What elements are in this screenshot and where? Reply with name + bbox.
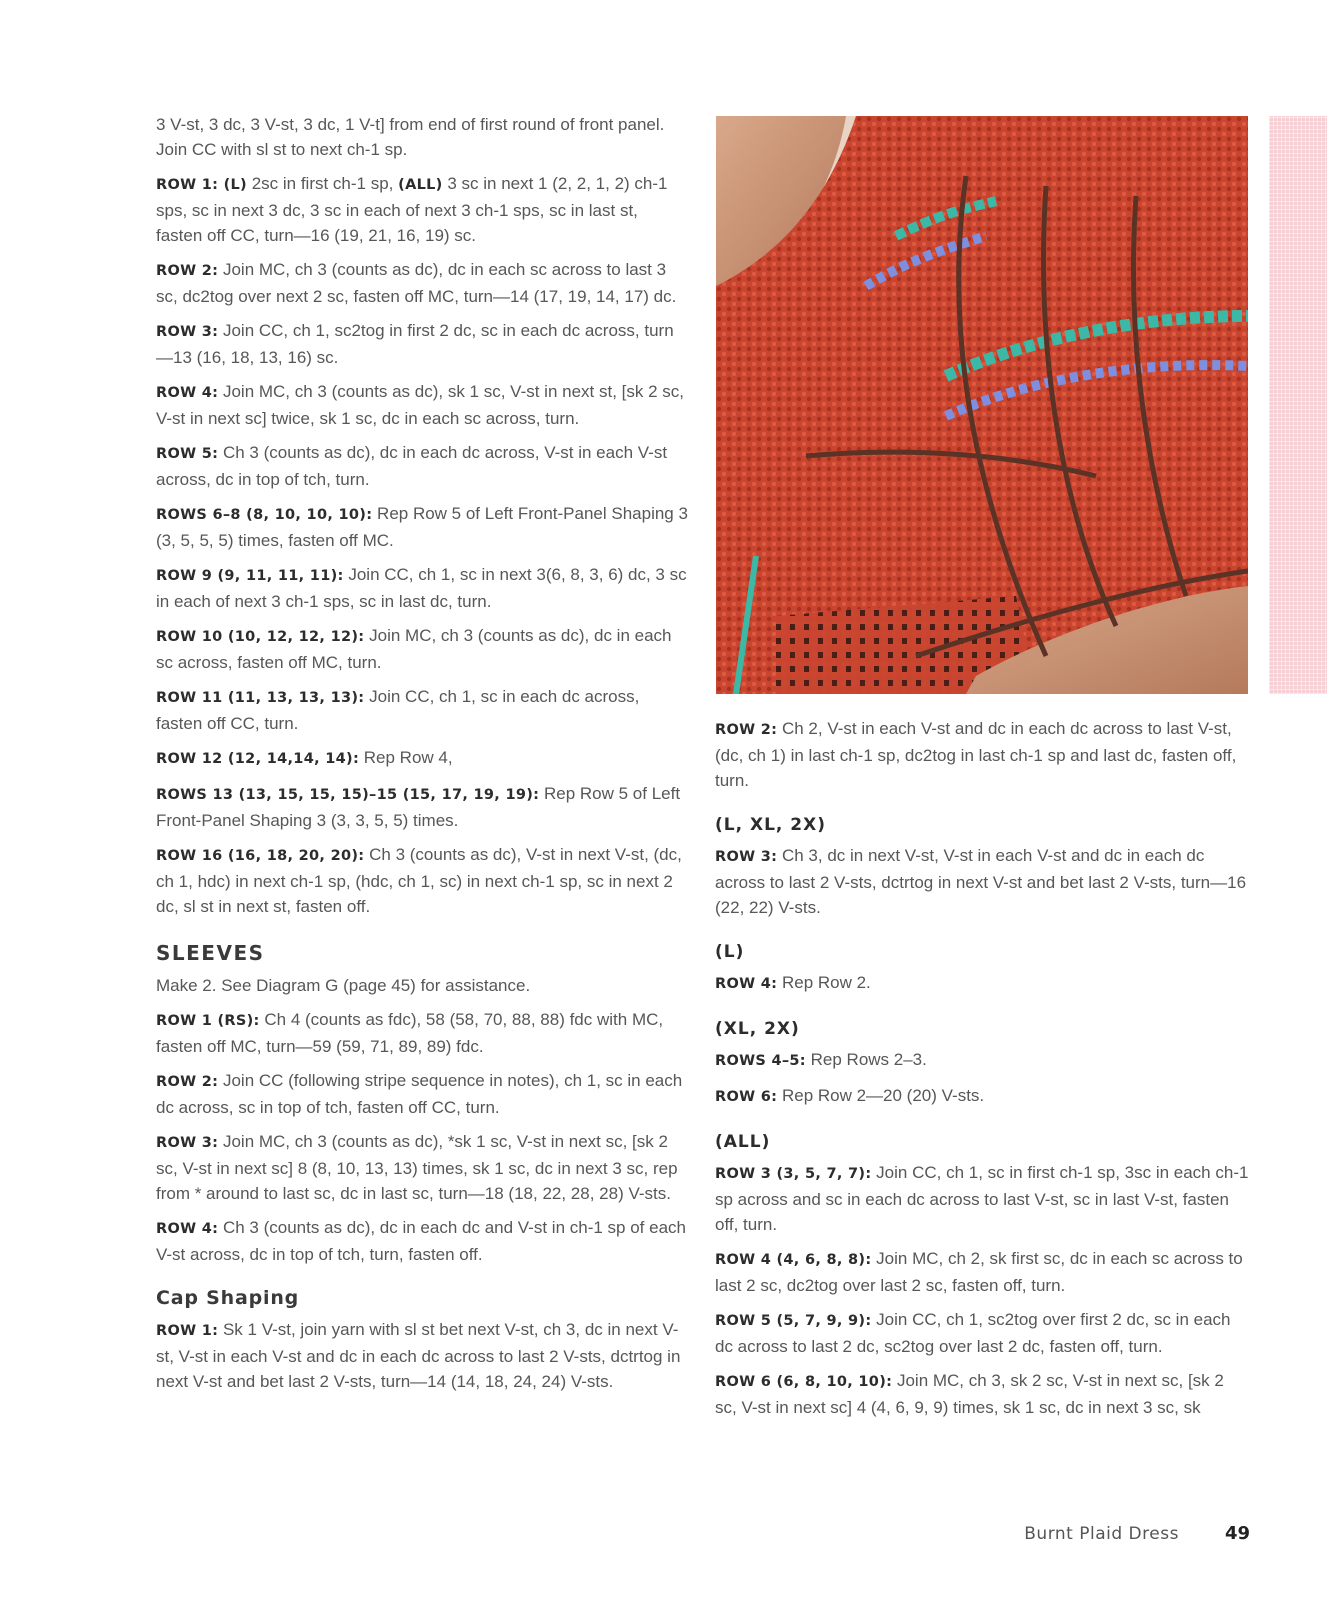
size-label: (ALL) <box>398 177 443 193</box>
side-color-tab <box>1269 116 1327 694</box>
row-label: ROW 2: <box>156 1074 219 1090</box>
cap-shaping-heading: Cap Shaping <box>156 1287 300 1309</box>
sleeve-row-4-instruction: ROW 4: Ch 3 (counts as dc), dc in each dc and V-st in ch-1 sp of each V-st across, dc in top of tch, turn, fasten off. <box>156 1218 686 1264</box>
row-label: ROWS 4–5: <box>715 1053 806 1069</box>
row-label: ROWS 13 (13, 15, 15, 15)–15 (15, 17, 19, 19): <box>156 787 540 803</box>
row-label: ROW 1: (L) <box>156 177 247 193</box>
sleeves-intro: Make 2. See Diagram G (page 45) for assistance. <box>156 976 531 995</box>
row-label: ROW 3: <box>715 849 778 865</box>
row-5-instruction: ROW 5: Ch 3 (counts as dc), dc in each dc across, V-st in each V-st across, dc in top of tch, turn. <box>156 443 668 489</box>
row-label: ROW 1: <box>156 1323 219 1339</box>
cap-rows-4-5-instruction: ROWS 4–5: Rep Rows 2–3. <box>715 1050 927 1069</box>
row-label: ROW 2: <box>715 722 778 738</box>
size-heading-l: (L) <box>715 942 745 962</box>
row-label: ROW 5 (5, 7, 9, 9): <box>715 1313 872 1329</box>
all-row-5-instruction: ROW 5 (5, 7, 9, 9): Join CC, ch 1, sc2tog over first 2 dc, sc in each dc across to last 2 dc, sc2tog over last 2 dc, fasten off, turn. <box>715 1310 1231 1356</box>
row-label: ROW 9 (9, 11, 11, 11): <box>156 568 344 584</box>
row-label: ROW 1 (RS): <box>156 1013 260 1029</box>
row-10-instruction: ROW 10 (10, 12, 12, 12): Join MC, ch 3 (counts as dc), dc in each sc across, fasten off MC, turn. <box>156 626 672 672</box>
rows-13-15-instruction: ROWS 13 (13, 15, 15, 15)–15 (15, 17, 19, 19): Rep Row 5 of Left Front-Panel Shaping 3 (3, 3, 5, 5) times. <box>156 784 681 830</box>
page-number: 49 <box>1224 1523 1250 1544</box>
cap-row-6-instruction: ROW 6: Rep Row 2—20 (20) V-sts. <box>715 1086 985 1105</box>
footer-pattern-title: Burnt Plaid Dress <box>1024 1524 1179 1544</box>
all-row-6-instruction: ROW 6 (6, 8, 10, 10): Join MC, ch 3, sk 2 sc, V-st in next sc, [sk 2 sc, V-st in next sc] 4 (4, 6, 9, 9) times, sk 1 sc, dc in next 3 sc, sk <box>715 1371 1224 1417</box>
row-1-instruction: ROW 1: (L) 2sc in first ch-1 sp, (ALL) 3 sc in next 1 (2, 2, 1, 2) ch-1 sps, sc in next 3 dc, 3 sc in each of next 3 ch-1 sps, sc in last st, fasten off CC, turn—16 (19, 21, 16, 19) sc. <box>156 174 668 245</box>
row-4-instruction: ROW 4: Join MC, ch 3 (counts as dc), sk 1 sc, V-st in next st, [sk 2 sc, V-st in next sc] twice, sk 1 sc, dc in each sc across, turn. <box>156 382 684 428</box>
row-label: ROW 5: <box>156 446 219 462</box>
sleeve-row-3-instruction: ROW 3: Join MC, ch 3 (counts as dc), *sk 1 sc, V-st in next sc, [sk 2 sc, V-st in next sc] 8 (8, 10, 13, 13) times, sk 1 sc, dc in next 3 sc, rep from * around to last sc, dc in last sc, turn—18 (18, 22, 28, 28) V-sts. <box>156 1132 678 1203</box>
row-label: ROW 16 (16, 18, 20, 20): <box>156 848 365 864</box>
row-16-instruction: ROW 16 (16, 18, 20, 20): Ch 3 (counts as dc), V-st in next V-st, (dc, ch 1, hdc) in next ch-1 sp, (hdc, ch 1, sc) in next ch-1 sp, sc in next 2 dc, sl st in next st, fasten off. <box>156 845 682 916</box>
row-label: ROW 4: <box>156 385 219 401</box>
cap-row-1-instruction: ROW 1: Sk 1 V-st, join yarn with sl st bet next V-st, ch 3, dc in next V-st, V-st in each V-st and dc in each dc across to last 2 V-sts, dctrtog in next V-st and bet last 2 V-sts, turn—14 (14, 18, 24, 24) V-sts. <box>156 1320 681 1391</box>
row-label: ROW 4: <box>715 976 778 992</box>
rows-6-8-instruction: ROWS 6–8 (8, 10, 10, 10): Rep Row 5 of Left Front-Panel Shaping 3 (3, 5, 5, 5) times, fasten off MC. <box>156 504 688 550</box>
row-label: ROW 3: <box>156 1135 219 1151</box>
row-label: ROW 2: <box>156 263 219 279</box>
row-11-instruction: ROW 11 (11, 13, 13, 13): Join CC, ch 1, sc in each dc across, fasten off CC, turn. <box>156 687 640 733</box>
row-2-instruction: ROW 2: Join MC, ch 3 (counts as dc), dc in each sc across to last 3 sc, dc2tog over next 2 sc, fasten off MC, turn—14 (17, 19, 14, 17) dc. <box>156 260 677 306</box>
sleeves-heading: SLEEVES <box>156 941 265 965</box>
row-label: ROW 6: <box>715 1089 778 1105</box>
sleeve-row-1-instruction: ROW 1 (RS): Ch 4 (counts as fdc), 58 (58, 70, 88, 88) fdc with MC, fasten off MC, turn—59 (59, 71, 89, 89) fdc. <box>156 1010 664 1056</box>
crochet-sleeve-photo <box>716 116 1248 694</box>
all-row-4-instruction: ROW 4 (4, 6, 8, 8): Join MC, ch 2, sk first sc, dc in each sc across to last 2 sc, dc2tog over last 2 sc, fasten off, turn. <box>715 1249 1243 1295</box>
size-heading-xl-2x: (XL, 2X) <box>715 1019 800 1039</box>
cap-row-4-instruction: ROW 4: Rep Row 2. <box>715 973 871 992</box>
row-label: ROW 12 (12, 14,14, 14): <box>156 751 360 767</box>
row-label: ROW 4: <box>156 1221 219 1237</box>
page-footer <box>1024 1523 1250 1544</box>
row-9-instruction: ROW 9 (9, 11, 11, 11): Join CC, ch 1, sc in next 3(6, 8, 3, 6) dc, 3 sc in each of next 3 ch-1 sps, sc in last dc, turn. <box>156 565 687 611</box>
row-label: ROW 6 (6, 8, 10, 10): <box>715 1374 893 1390</box>
row-3-instruction: ROW 3: Join CC, ch 1, sc2tog in first 2 dc, sc in each dc across, turn—13 (16, 18, 13, 16) sc. <box>156 321 674 367</box>
right-column <box>715 716 1250 1429</box>
left-column <box>156 112 688 1403</box>
row-label: ROW 4 (4, 6, 8, 8): <box>715 1252 872 1268</box>
row-label: ROW 11 (11, 13, 13, 13): <box>156 690 365 706</box>
cap-row-3-instruction: ROW 3: Ch 3, dc in next V-st, V-st in each V-st and dc in each dc across to last 2 V-sts, dctrtog in next V-st and bet last 2 V-sts, turn—16 (22, 22) V-sts. <box>715 846 1247 917</box>
photo-illustration <box>716 116 1248 694</box>
row-label: ROWS 6–8 (8, 10, 10, 10): <box>156 507 373 523</box>
row-label: ROW 3: <box>156 324 219 340</box>
paragraph-continuation: 3 V-st, 3 dc, 3 V-st, 3 dc, 1 V-t] from end of first round of front panel. Join CC with sl st to next ch-1 sp. <box>156 115 665 159</box>
row-12-instruction: ROW 12 (12, 14,14, 14): Rep Row 4, <box>156 748 453 767</box>
cap-row-2-instruction: ROW 2: Ch 2, V-st in each V-st and dc in each dc across to last V-st, (dc, ch 1) in last ch-1 sp, dc2tog in last ch-1 sp and last dc, fasten off, turn. <box>715 719 1237 790</box>
row-label: ROW 10 (10, 12, 12, 12): <box>156 629 365 645</box>
size-heading-l-xl-2x: (L, XL, 2X) <box>715 815 826 835</box>
row-label: ROW 3 (3, 5, 7, 7): <box>715 1166 872 1182</box>
size-heading-all: (ALL) <box>715 1132 771 1152</box>
sleeve-row-2-instruction: ROW 2: Join CC (following stripe sequence in notes), ch 1, sc in each dc across, sc in top of tch, fasten off CC, turn. <box>156 1071 683 1117</box>
all-row-3-instruction: ROW 3 (3, 5, 7, 7): Join CC, ch 1, sc in first ch-1 sp, 3sc in each ch-1 sp across and sc in each dc across to last V-st, sc in last V-st, fasten off, turn. <box>715 1163 1249 1234</box>
